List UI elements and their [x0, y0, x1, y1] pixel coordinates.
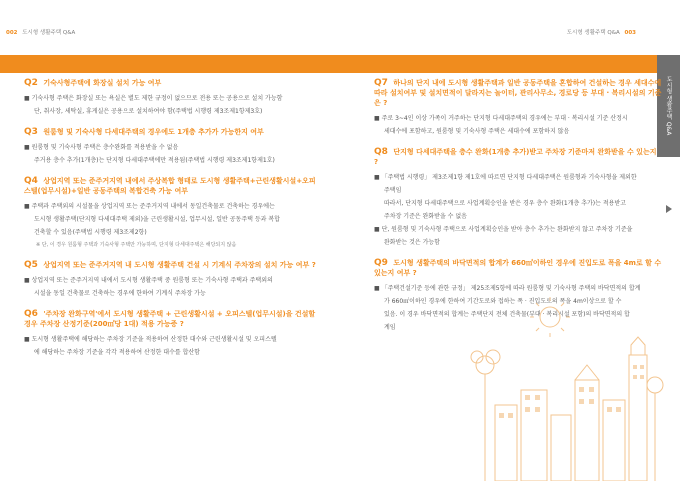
question-title: [24, 260, 316, 270]
qa-item-q5: [24, 260, 316, 299]
answer-line: ■ 도시형 생활주택에 해당하는 주차장 기준을 적용하여 산정한 대수와 근린생활시설 및 오피스텔: [24, 336, 277, 343]
answer-line: 세대수에 포함하고, 원룸형 및 기숙사형 주택은 세대수에 포함하지 않음: [384, 128, 570, 135]
question-title: [374, 78, 662, 108]
question-text: 도시형 생활주택의 바닥면적의 합계가 660㎡이하인 경우에 진입도로 폭을 4m로 할 수 있는지 여부 ?: [374, 259, 662, 277]
question-number: Q3: [24, 127, 38, 137]
answer-line: 주거용 층수 추가(1개층)는 단지형 다세대주택에만 적용됨(주택법 시행령 제3조제1항제1호): [34, 157, 275, 164]
answer-line: ■ 원룸형 및 기숙사형 주택은 층수완화를 적용받을 수 없음: [24, 144, 179, 151]
question-title: [24, 176, 316, 196]
left-page-header: [6, 28, 75, 36]
question-number: Q4: [24, 176, 38, 186]
question-number: Q9: [374, 258, 388, 268]
side-tab-label: 도시형 생활주택 Q&A: [665, 76, 672, 136]
answer-line: 계임: [384, 324, 396, 331]
question-text: 기숙사형주택에 화장실 설치 가능 여부: [43, 79, 162, 87]
question-title: [24, 127, 316, 137]
right-page-number: 003: [624, 30, 636, 36]
answer-line: 에 해당하는 주차장 기준을 각각 적용하여 산정한 대수를 합산함: [34, 349, 200, 356]
answer-line: 가 660㎡이하인 경우에 한하여 기간도로와 접하는 폭 · 진입도로의 폭을 4m이상으로 할 수: [384, 298, 622, 305]
answer-line: 완화받는 것은 가능함: [384, 239, 440, 246]
question-number: Q5: [24, 260, 38, 270]
left-column: [24, 78, 316, 368]
answer-line: ■ 상업지역 또는 준주거지역 내에서 도시형 생활주택 중 원룸형 또는 기숙사형 주택과 주택외의: [24, 277, 273, 284]
qa-item-q8: [374, 147, 662, 248]
question-number: Q2: [24, 78, 38, 88]
question-number: Q8: [374, 147, 388, 157]
orange-header-band: [0, 55, 657, 73]
question-number: Q6: [24, 309, 38, 319]
answer-line: ■ 주택과 주택외의 시설물을 상업지역 또는 준주거지역 내에서 동일건축물로 건축하는 경우에는: [24, 203, 275, 210]
question-title: [24, 78, 316, 88]
answer-line: ■ 「주택법 시행령」 제3조제1항 제1호에 따르면 단지형 다세대주택은 원룸형과 기숙사형을 제외한: [374, 174, 637, 181]
question-text: '주차장 완화구역'에서 도시형 생활주택 + 근린생활시설 + 오피스텔(업무시설)을 건설할 경우 주차장 산정기준(200㎡당 1대) 적용 가능증 ?: [24, 310, 316, 328]
answer-line: 도시형 생활주택(단지형 다세대주택 제외)을 근린생활시설, 업무시설, 일반 공동주택 등과 복합: [34, 216, 280, 223]
qa-item-q7: [374, 78, 662, 137]
question-text: 상업지역 또는 준주거지역 내에서 주상복합 형태로 도시형 생활주택+근린생활시설+오피스텔(업무시설)+일반 공동주택의 복합건축 가능 여부: [24, 177, 316, 195]
answer-line: 있음. 이 경우 바닥면적의 합계는 주택단지 전체 건축물(부대 · 복리시설 포함)의 바닥면적의 합: [384, 311, 630, 318]
question-text: 하나의 단지 내에 도시형 생활주택과 일반 공동주택을 혼합하여 건설하는 경우 세대수에 따라 설치여부 및 설치면적이 달라지는 놀이터, 관리사무소, 경로당 등 부대 · 복리시설의 기준은 ?: [374, 79, 662, 107]
right-page-header: [567, 28, 636, 36]
answer-line: 건축할 수 있음(주택법 시행령 제3조제2항): [34, 229, 147, 236]
answer-line: 단, 취사장, 세탁실, 휴게실은 공용으로 설치하여야 함(주택법 시행령 제3조제1항제3호): [34, 108, 263, 115]
question-title: [374, 258, 662, 278]
left-header-title: 도시형 생활주택 Q&A: [22, 30, 76, 36]
answer-line: ■ 기숙사형 주택은 화장실 또는 욕실은 별도 제한 규정이 없으므로 전용 또는 공용으로 설치 가능함: [24, 95, 283, 102]
city-illustration: [455, 295, 670, 481]
question-number: Q7: [374, 78, 388, 88]
answer-line: ■ 「주택건설기준 등에 관한 규정」 제25조제5항에 따라 원룸형 및 기숙사형 주택의 바닥면적의 합계: [374, 285, 641, 292]
question-text: 원룸형 및 기숙사형 다세대주택의 경우에도 1개층 추가가 가능한지 여부: [43, 128, 264, 136]
right-header-title: 도시형 생활주택 Q&A: [566, 30, 620, 36]
question-text: 단지형 다세대주택을 층수 완화(1개층 추가)받고 주차장 기준마저 완화받을 수 있는지 ?: [374, 148, 657, 166]
question-title: [24, 309, 316, 329]
left-page-number: 002: [6, 30, 18, 36]
question-text: 상업지역 또는 준주거지역 내 도시형 생활주택 건설 시 기계식 주차장의 설치 가능 여부 ?: [43, 261, 316, 269]
qa-item-q4: [24, 176, 316, 250]
qa-item-q2: [24, 78, 316, 117]
answer-line: 주택임: [384, 187, 402, 194]
answer-note: ※ 단, 이 경우 원룸형 주택과 기숙사형 주택만 가능하며, 단지형 다세대주택은 해당되지 않음: [36, 242, 237, 248]
qa-item-q6: [24, 309, 316, 358]
question-title: [374, 147, 662, 167]
answer-line: 따라서, 단지형 다세대주택으로 사업계획승인을 받은 경우 층수 완화(1개층 추가)는 적용받고: [384, 200, 627, 207]
qa-item-q3: [24, 127, 316, 166]
answer-line: 시설을 동일 건축물로 건축하는 경우에 한하여 기계식 주차장 가능: [34, 290, 206, 297]
answer-line: 주차장 기준은 완화받을 수 없음: [384, 213, 467, 220]
answer-line: ■ 단, 원룸형 및 기숙사형 주택으로 사업계획승인을 받아 층수 추가는 완화받지 않고 주차장 기준을: [374, 226, 633, 233]
answer-line: ■ 주로 3~4인 이상 가족이 거주하는 단지형 다세대주택의 경우에는 부대 · 복리시설 기준 산정시: [374, 115, 628, 122]
side-tab-arrow-icon: [666, 205, 672, 213]
